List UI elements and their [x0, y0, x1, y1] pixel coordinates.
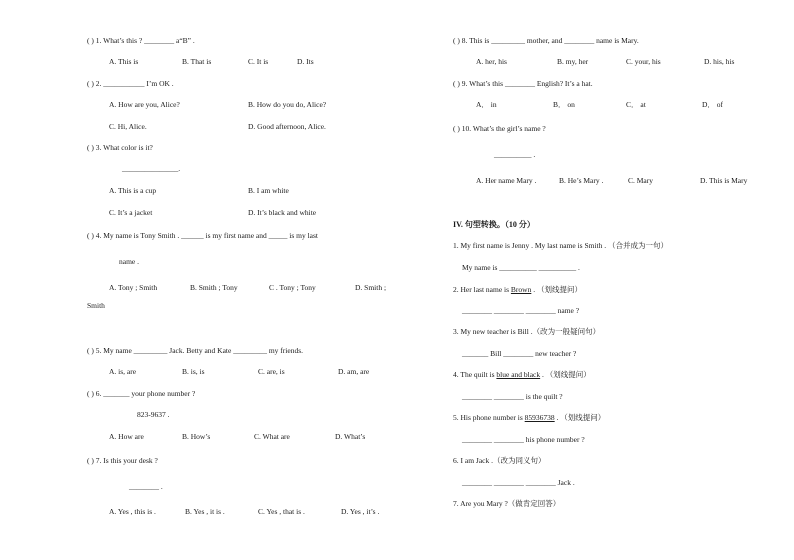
transform-item-4: 4. The quilt is blue and black . （划线提问） [453, 370, 591, 379]
option-d: D. This is Mary [700, 176, 748, 185]
question-stem: ( ) 6. _______ your phone number ? [87, 389, 196, 398]
question-stem: ( ) 9. What’s this ________ English? It’s a hat. [453, 79, 593, 88]
option-d: D. Good afternoon, Alice. [248, 122, 326, 131]
option-b: B. I am white [248, 186, 289, 195]
question-stem: ( ) 5. My name _________ Jack. Betty and Kate _________ my friends. [87, 346, 304, 355]
question-stem-continued: 823-9637 . [137, 410, 170, 419]
option-c: C. are, is [258, 367, 285, 376]
option-b: B. He’s Mary . [559, 176, 604, 185]
option-c: C. It is [248, 57, 269, 66]
option-a: A. is, are [109, 367, 137, 376]
option-a: A. Tony ; Smith [109, 283, 158, 292]
option-d: D. It’s black and white [248, 208, 317, 217]
option-b: B. Yes , it is . [185, 507, 225, 516]
option-d-continued: Smith [87, 301, 105, 310]
option-b: B. Smith ; Tony [190, 283, 238, 292]
option-a: A． in [476, 100, 497, 109]
option-b: B. is, is [182, 367, 205, 376]
option-d: D. Its [297, 57, 314, 66]
transform-item-5: 5. His phone number is 85936738 . （划线提问） [453, 413, 606, 422]
question-stem-continued: name . [119, 257, 139, 266]
option-b: B． on [553, 100, 575, 109]
question-stem: ( ) 10. What’s the girl’s name ? [453, 124, 546, 133]
option-b: B. my, her [557, 57, 589, 66]
transform-item-2: 2. Her last name is Brown . （划线提问） [453, 285, 582, 294]
transform-item-3: 3. My new teacher is Bill .（改为一般疑问句） [453, 327, 601, 336]
answer-blank: ________ . [129, 482, 163, 491]
option-d: D. Yes , it’s . [341, 507, 380, 516]
question-stem: ( ) 7. Is this your desk ? [87, 456, 158, 465]
transform-answer-1: My name is __________ __________ . [462, 263, 580, 272]
transform-item-1: 1. My first name is Jenny . My last name is Smith . （合并成为一句） [453, 241, 668, 250]
answer-blank: __________ . [494, 150, 536, 159]
option-a: A. How are [109, 432, 144, 441]
option-a: A. How are you, Alice? [109, 100, 180, 109]
option-d: D. his, his [704, 57, 735, 66]
answer-blank: _______________. [122, 164, 181, 173]
question-stem: ( ) 3. What color is it? [87, 143, 153, 152]
transform-answer-5: ________ ________ his phone number ? [462, 435, 585, 444]
question-stem: ( ) 2. ___________ I’m OK . [87, 79, 174, 88]
transform-item-6: 6. I am Jack .（改为同义句） [453, 456, 546, 465]
option-a: A. This is [109, 57, 139, 66]
transform-item-7: 7. Are you Mary ?（做肯定回答） [453, 499, 561, 508]
transform-answer-6: ________ ________ ________ Jack . [462, 478, 575, 487]
option-d: D. What’s [335, 432, 366, 441]
option-a: A. Yes , this is . [109, 507, 156, 516]
question-stem: ( ) 1. What’s this ? ________ a“B” . [87, 36, 195, 45]
option-c: C. Hi, Alice. [109, 122, 147, 131]
option-b: B. How’s [182, 432, 211, 441]
transform-answer-4: ________ ________ is the quilt ? [462, 392, 563, 401]
option-c: C. Mary [628, 176, 653, 185]
transform-answer-3: _______ Bill ________ new teacher ? [462, 349, 577, 358]
option-c: C. What are [254, 432, 290, 441]
option-a: A. Her name Mary . [476, 176, 537, 185]
option-b: B. That is [182, 57, 212, 66]
option-c: C. Yes , that is . [258, 507, 305, 516]
option-c: C. It’s a jacket [109, 208, 153, 217]
option-b: B. How do you do, Alice? [248, 100, 327, 109]
option-c: C. your, his [626, 57, 661, 66]
option-d: D. am, are [338, 367, 370, 376]
section-heading: IV. 句型转换。（10 分） [453, 220, 535, 229]
question-stem: ( ) 4. My name is Tony Smith . ______ is my first name and _____ is my last [87, 231, 318, 240]
option-d: D. Smith ; [355, 283, 387, 292]
transform-answer-2: ________ ________ ________ name ? [462, 306, 580, 315]
option-a: A. her, his [476, 57, 507, 66]
option-d: D． of [702, 100, 724, 109]
question-stem: ( ) 8. This is _________ mother, and ________ name is Mary. [453, 36, 639, 45]
option-c: C． at [626, 100, 646, 109]
option-a: A. This is a cup [109, 186, 157, 195]
option-c: C . Tony ; Tony [269, 283, 316, 292]
